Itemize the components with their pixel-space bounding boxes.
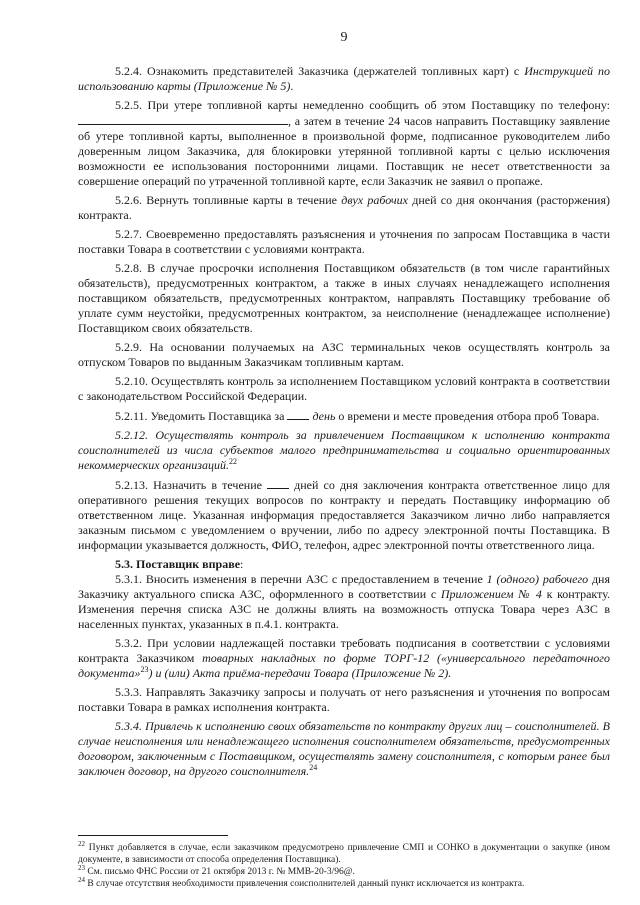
clause-5-2-11-text-c: о времени и месте проведения отбора проб Товара. xyxy=(335,409,600,423)
clause-5-2-5-text-a: 5.2.5. При утере топливной карты немедленно сообщить об этом Поставщику по телефону: xyxy=(115,98,610,112)
footnote-22 xyxy=(78,839,611,866)
clause-5-2-11-italic: день xyxy=(309,409,336,423)
footnote-ref-24: 24 xyxy=(309,763,318,772)
clause-5-2-4-italic: Инструкцией по использованию карты (Приложение № 5) xyxy=(78,64,611,93)
clause-5-2-4 xyxy=(78,64,610,94)
clause-5-3-2-italic-b: товарных накладных по форме ТОРГ-12 («универсального передаточного документа» xyxy=(78,651,610,680)
clause-5-3-3: 5.3.3. Направлять Заказчику запросы и получать от него разъяснения и уточнения по вопросам поставки Товара в рамках исполнения контракта. xyxy=(78,685,610,714)
document-page xyxy=(78,30,610,890)
clause-5-2-7: 5.2.7. Своевременно предоставлять разъяснения и уточнения по запросам Поставщика в части поставки Товара в соответствии с условиями контракта. xyxy=(78,227,610,256)
clause-5-3-1-text-a: 5.3.1. Вносить изменения в перечни АЗС с предоставлением в течение xyxy=(115,572,487,586)
footnote-divider xyxy=(78,835,228,836)
days-blank xyxy=(287,408,309,420)
clause-5-2-13-text-b: дней со дня заключения контракта ответственное лицо для оперативного решения текущих вопросов по контракту и передать Поставщику информацию об ответственном лице. Указанная информация предоставляется Заказчиком лично либо направляется заказным письмом с уведомлением о вручении, либо по адресу электронной почты Поставщика. В информации указывается должность, ФИО, телефон, адрес электронной почты ответственного лица. xyxy=(78,478,611,552)
clause-5-2-6-text-a: 5.2.6. Вернуть топливные карты в течение xyxy=(115,193,342,207)
days-blank-2 xyxy=(267,477,289,489)
section-5-3-title: 5.3. Поставщик вправе xyxy=(115,557,241,571)
section-5-3-heading xyxy=(78,557,610,572)
clause-5-3-2 xyxy=(78,636,610,681)
clause-5-3-2-text-a: 5.3.2. При условии надлежащей поставки требовать подписания в соответствии с условиями контракта Заказчиком xyxy=(78,636,610,665)
page-number: 9 xyxy=(340,30,348,45)
phone-blank xyxy=(78,113,288,125)
clause-5-2-9: 5.2.9. На основании получаемых на АЗС терминальных чеков осуществлять контроль за отпуском Товаров по выданным Заказчикам топливным картам. xyxy=(78,340,610,369)
section-5-3-colon: : xyxy=(240,557,244,571)
clause-5-2-11 xyxy=(78,408,610,424)
clause-5-2-4-text: 5.2.4. Ознакомить представителей Заказчика (держателей топливных карт) с xyxy=(115,64,525,78)
clause-5-3-4-italic: 5.3.4. Привлечь к исполнению своих обязательств по контракту других лиц – соисполнителей. В случае неисполнения или ненадлежащего исполнения соисполнителем обязательств, предусмотренных договором, заключенным с Поставщиком, осуществлять замену соисполнителя, с которым ранее был заключен договор, на другого соисполнителя. xyxy=(78,719,610,778)
footnote-23-text: См. письмо ФНС России от 21 октября 2013 г. № ММВ-20-3/96@. xyxy=(87,867,355,877)
clause-5-2-6 xyxy=(78,193,610,223)
clause-5-3-1-text-c: дня Заказчику актуального списка АЗС, оформленного в соответствии с xyxy=(78,572,610,601)
clause-5-3-4 xyxy=(78,719,610,779)
footnote-ref-23: 23 xyxy=(140,665,149,674)
clause-5-3-1-italic-b: 1 (одного) рабочего xyxy=(486,572,589,586)
footnote-24-text: В случае отсутствия необходимости привлечения соисполнителей данный пункт исключается из контракта. xyxy=(87,879,525,889)
clause-5-2-12-italic: 5.2.12. Осуществлять контроль за привлечением Поставщиком к исполнению контракта соисполнителей из числа субъектов малого предпринимательства и социально ориентированных некоммерческих организаций. xyxy=(78,428,610,472)
clause-5-2-8: 5.2.8. В случае просрочки исполнения Поставщиком обязательств (в том числе гарантийных обязательств), предусмотренных контрактом, а также в иных случаях ненадлежащего исполнения поставщиком обязательств, предусмотренных контрактом, направлять Поставщику требование об уплате сумм неустойки, предусмотренных контрактом, за неисполнение (ненадлежащее исполнение) Поставщиком своих обязательств. xyxy=(78,261,610,335)
clause-5-3-1 xyxy=(78,572,610,632)
clause-5-3-2-italic-c: ) и (или) Акта приёма-передачи Товара (Приложение № 2). xyxy=(148,666,452,680)
clause-5-2-5 xyxy=(78,98,610,189)
footnote-22-num: 22 xyxy=(78,839,85,848)
footnote-24-num: 24 xyxy=(78,875,85,884)
footnote-22-text: Пункт добавляется в случае, если заказчиком предусмотрено привлечение СМП и СОНКО в документации о закупке (ином документе, в зависимости от способа определения Поставщика). xyxy=(78,843,611,865)
clause-5-2-6-text-c: дней со дня окончания (расторжения) контракта. xyxy=(78,193,610,222)
footnote-23-num: 23 xyxy=(78,863,85,872)
footnote-ref-22: 22 xyxy=(228,457,237,466)
clause-5-2-11-text-a: 5.2.11. Уведомить Поставщика за xyxy=(115,409,285,423)
clause-5-2-13-text-a: 5.2.13. Назначить в течение xyxy=(115,478,262,492)
clause-5-2-13 xyxy=(78,477,610,553)
footnote-23 xyxy=(78,863,610,878)
clause-5-3-1-italic-d: Приложением № 4 xyxy=(440,587,542,601)
clause-5-2-10: 5.2.10. Осуществлять контроль за исполнением Поставщиком условий контракта в соответствии с законодательством Российской Федерации. xyxy=(78,374,610,403)
footnote-24 xyxy=(78,875,610,890)
clause-5-2-5-text-b: , а затем в течение 24 часов направить Поставщику заявление об утере топливной карты, выполненное в произвольной форме, подписанное руководителем либо доверенным лицом Заказчика, для блокировки утерянной топливной карты с целью исключения возможности ее использования посторонними лицами. Поставщик не несет ответственности за совершение операций по утраченной топливной карте, если Заказчик не заявил о пропаже. xyxy=(78,114,610,188)
clause-5-3-1-text-e: к контракту. Изменения перечня списка АЗС не должны влиять на возможность отпуска Товара через АЗС в населенных пунктах, указанных в п.4.1. контракта. xyxy=(78,587,610,631)
clause-5-2-6-italic: двух рабочих xyxy=(341,193,408,207)
clause-5-2-12 xyxy=(78,428,610,473)
clause-5-2-4-end: . xyxy=(290,79,294,93)
